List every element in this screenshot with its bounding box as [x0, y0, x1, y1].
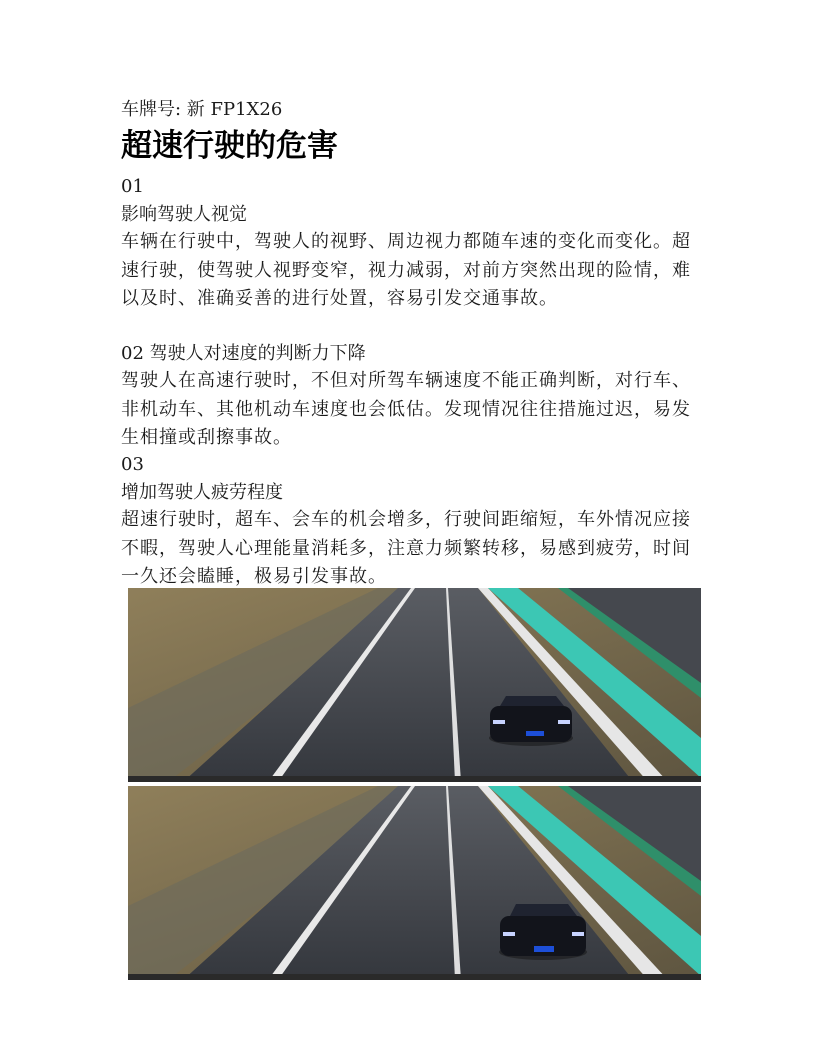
- section-3-number: 03: [121, 454, 144, 475]
- section-3-body: 超速行驶时，超车、会车的机会增多，行驶间距缩短，车外情况应接不暇，驾驶人心理能量消耗多，注意力频繁转移，易感到疲劳，时间一久还会瞌睡，极易引发事故。: [121, 509, 691, 587]
- page-title: 超速行驶的危害: [121, 128, 338, 164]
- plate-number-line: 车牌号: 新 FP1X26: [121, 99, 283, 120]
- highway-photo-graphic: [128, 786, 701, 980]
- highway-photo-graphic: [128, 588, 701, 782]
- section-1-number: 01: [121, 176, 144, 197]
- highway-car-photo-icon: [128, 786, 701, 980]
- section-2-body: 驾驶人在高速行驶时，不但对所驾车辆速度不能正确判断，对行车、非机动车、其他机动车速度也会低估。发现情况往往措施过迟，易发生相撞或刮擦事故。: [121, 370, 691, 448]
- section-1-heading: 影响驾驶人视觉: [121, 204, 247, 225]
- highway-car-photo-icon: [128, 588, 701, 782]
- section-3-heading: 增加驾驶人疲劳程度: [121, 482, 283, 503]
- section-2-heading: 02 驾驶人对速度的判断力下降: [121, 343, 366, 364]
- section-1-body: 车辆在行驶中，驾驶人的视野、周边视力都随车速的变化而变化。超速行驶，使驾驶人视野变窄，视力减弱，对前方突然出现的险情，难以及时、准确妥善的进行处置，容易引发交通事故。: [121, 231, 691, 309]
